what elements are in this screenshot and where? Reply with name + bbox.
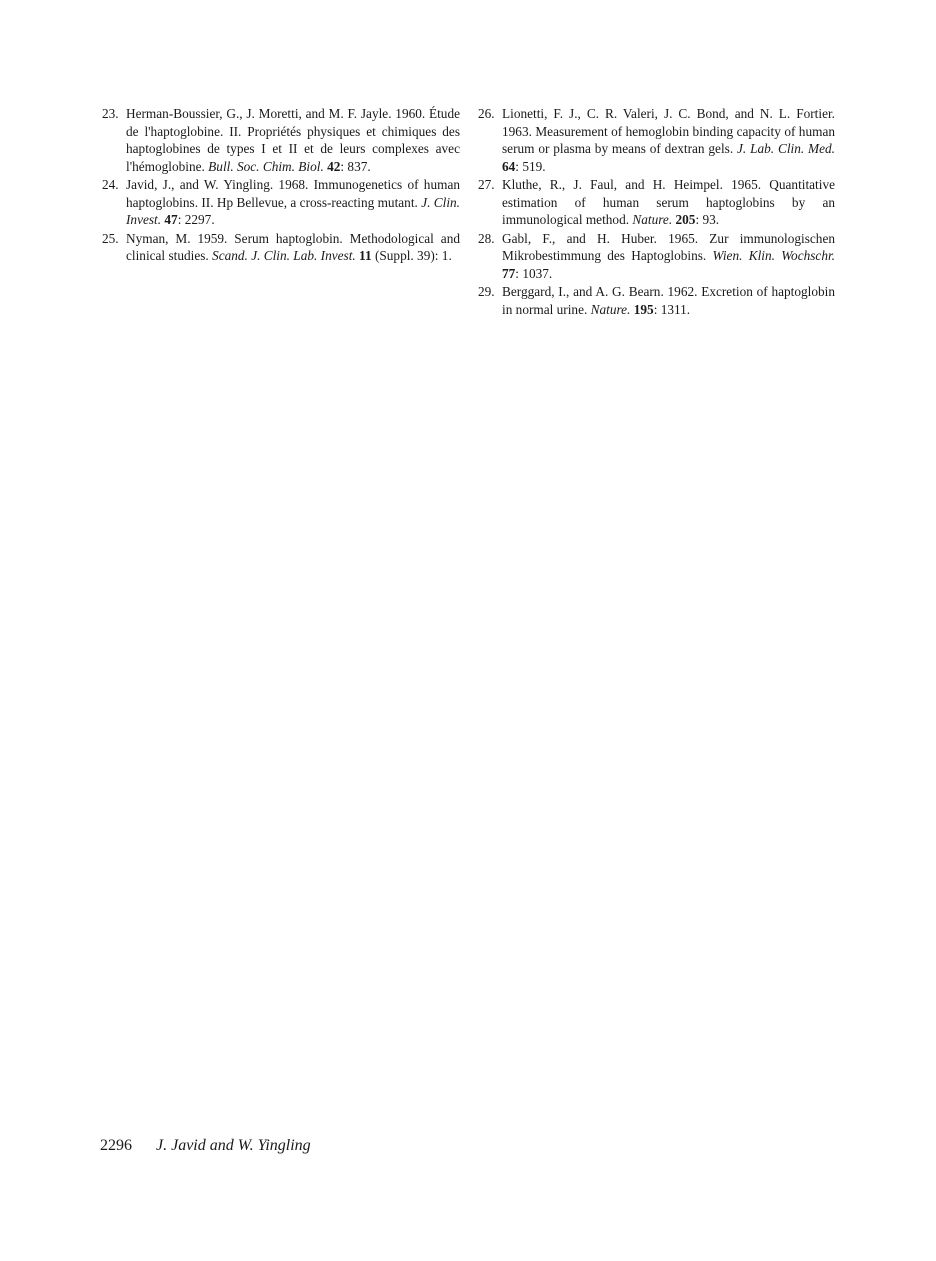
reference-volume: 64	[502, 158, 516, 174]
reference-item	[478, 230, 835, 283]
reference-number: 24.	[102, 177, 119, 192]
reference-journal: J. Clin. Invest.	[126, 194, 461, 227]
reference-authors: Nyman, M. 1959.	[126, 230, 235, 246]
reference-pages: : 1311.	[653, 301, 691, 317]
reference-volume: 77	[502, 265, 516, 281]
page-number: 2296	[100, 1137, 132, 1154]
reference-text	[126, 176, 460, 229]
page-footer	[100, 1137, 311, 1155]
reference-pages: : 1037.	[515, 265, 553, 281]
reference-authors: Herman-Boussier, G., J. Moretti, and M. F. Jayle. 1960.	[126, 106, 429, 121]
reference-journal: Bull. Soc. Chim. Biol.	[208, 158, 324, 174]
reference-text	[126, 105, 460, 175]
reference-title: Zur immunologischen Mikrobestimmung des Haptoglobins.	[502, 230, 835, 263]
reference-title: Quantitative estimation of human serum haptoglobins by an immunological method.	[502, 177, 835, 227]
reference-volume: 205	[675, 212, 696, 227]
reference-number: 26.	[478, 106, 495, 121]
reference-title: Étude de l'haptoglobine. II. Propriétés physiques et chimiques des haptoglobines de types I et II et de leurs complexes avec l'hémoglobine.	[126, 106, 460, 174]
reference-column-left	[102, 105, 460, 266]
reference-journal: Wien. Klin. Wochschr.	[712, 248, 836, 263]
reference-volume: 47	[164, 212, 178, 227]
reference-number: 25.	[102, 230, 119, 246]
reference-item	[102, 176, 460, 229]
reference-authors: Javid, J., and W. Yingling. 1968.	[126, 177, 314, 192]
reference-pages: : 93.	[695, 212, 720, 227]
reference-item	[102, 105, 460, 175]
reference-item	[478, 283, 835, 318]
reference-number: 29.	[478, 284, 495, 299]
reference-number: 27.	[478, 177, 495, 192]
reference-authors: Lionetti, F. J., C. R. Valeri, J. C. Bond, and N. L. Fortier. 1963.	[502, 106, 835, 139]
reference-pages: : 2297.	[177, 212, 215, 227]
reference-authors: Gabl, F., and H. Huber. 1965.	[502, 230, 710, 246]
reference-title: Serum haptoglobin. Methodological and clinical studies.	[126, 230, 460, 263]
reference-title: Excretion of haptoglobin in normal urine.	[502, 284, 835, 317]
reference-text	[126, 230, 460, 265]
reference-text	[502, 230, 835, 283]
reference-text	[502, 176, 835, 229]
running-head: J. Javid and W. Yingling	[156, 1137, 311, 1154]
reference-column-right	[478, 105, 835, 319]
reference-journal: Nature.	[632, 212, 673, 227]
reference-journal: J. Lab. Clin. Med.	[737, 141, 835, 156]
reference-pages: : 519.	[515, 158, 546, 174]
reference-number: 23.	[102, 106, 119, 121]
reference-item	[102, 230, 460, 265]
reference-journal: Nature.	[590, 301, 631, 317]
reference-journal: Scand. J. Clin. Lab. Invest.	[212, 248, 356, 263]
reference-title: Immunogenetics of human haptoglobins. II. Hp Bellevue, a cross-reacting mutant.	[126, 177, 460, 210]
reference-authors: Kluthe, R., J. Faul, and H. Heimpel. 1965.	[502, 177, 770, 192]
reference-item	[478, 176, 835, 229]
reference-pages: (Suppl. 39): 1.	[371, 248, 452, 263]
reference-pages: : 837.	[340, 158, 371, 174]
reference-item	[478, 105, 835, 175]
reference-volume: 42	[327, 158, 341, 174]
reference-text	[502, 105, 835, 175]
reference-text	[502, 283, 835, 318]
reference-title: Measurement of hemoglobin binding capacity of human serum or plasma by means of dextran gels.	[502, 123, 835, 156]
reference-number: 28.	[478, 230, 495, 246]
reference-authors: Berggard, I., and A. G. Bearn. 1962.	[502, 284, 702, 299]
reference-volume: 195	[633, 301, 654, 317]
reference-volume: 11	[359, 248, 372, 263]
